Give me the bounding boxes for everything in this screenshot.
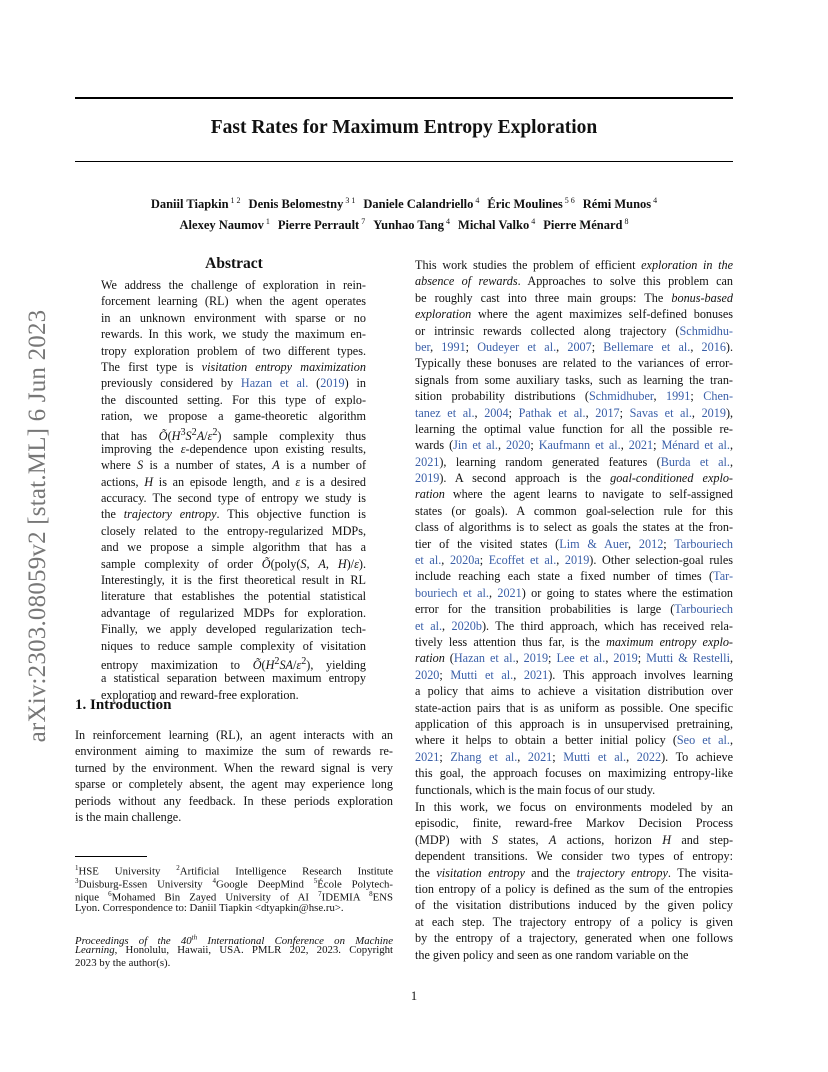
body-line: a policy that aims to achieve a visitation distribution over	[415, 684, 733, 699]
author-affiliation-marker: 1 2	[228, 196, 241, 205]
abstract-line: that has $Õ(H^3S^2A/\varepsilon^2)$ sample complexity thus	[101, 426, 366, 443]
citation-link[interactable]: Zhang et al.	[450, 749, 518, 764]
footnote-rule	[75, 856, 147, 857]
citation-link[interactable]: Tarbouriech	[674, 602, 733, 617]
abstract-line: literature that establishes the potential statistical	[101, 589, 366, 604]
author-name	[151, 197, 241, 211]
title-top-rule	[75, 97, 733, 99]
body-line: tively less attention thus far, is the maximum entropy explo-	[415, 634, 733, 649]
citation-link[interactable]: 2020a	[449, 553, 480, 568]
body-line: episodic, finite, reward-free Markov Decision Process	[415, 816, 733, 831]
citation-link[interactable]: Jin et al.	[453, 438, 498, 453]
abstract-line: entropy maximization to $Õ(H^2SA/\varepsilon^2)$, yielding	[101, 655, 366, 673]
body-line: include reaching each state a fixed number of times (Tar-	[415, 569, 733, 584]
citation-link[interactable]: Mutti et al.	[450, 667, 514, 682]
author-line-1	[75, 192, 733, 213]
citation-link[interactable]: 2017	[595, 405, 620, 420]
footnote-proceedings	[75, 931, 393, 971]
author-name	[373, 218, 450, 232]
citation-link[interactable]: 2020	[505, 438, 531, 453]
author-name	[458, 218, 535, 232]
citation-link[interactable]: 2021	[527, 749, 553, 764]
right-column-paragraph-2	[415, 799, 733, 963]
citation-link[interactable]: 2021	[415, 749, 440, 764]
abstract-line: and we propose a simple algorithm that has a	[101, 540, 366, 555]
citation-link[interactable]: tanez et al.	[415, 405, 475, 420]
body-line: application of this approach is in unsupervised pretraining,	[415, 716, 733, 731]
citation-link[interactable]: 2019	[320, 376, 345, 391]
body-line: tion entropy of a policy is defined as the sum of the entropies	[415, 881, 733, 896]
abstract-line: a statistical separation between maximum entropy	[101, 671, 366, 686]
author-affiliation-marker: 4	[529, 217, 536, 227]
abstract-line: where S is a number of states, A is a number of	[101, 458, 367, 473]
body-line: tier of the visited states (Lim & Auer, 2012; Tarbouriech	[415, 536, 734, 551]
intro-line: is the main challenge.	[75, 809, 182, 824]
citation-link[interactable]: Hazan et al.	[240, 376, 309, 391]
citation-link[interactable]: Lee et al.	[556, 651, 606, 666]
citation-link[interactable]: 2016	[701, 339, 726, 354]
citation-link[interactable]: ber	[415, 339, 431, 354]
author-name	[180, 218, 270, 232]
body-line: Typically these bonuses are related to the variances of error-	[415, 356, 733, 371]
body-line: at each step. The trajectory entropy of a policy is given	[415, 914, 733, 929]
author-list	[75, 192, 733, 234]
body-line: exploration where the agent maximizes self-defined bonuses	[415, 307, 733, 322]
body-line: functionals, which is the main focus of our study.	[415, 782, 656, 797]
citation-link[interactable]: Mutti & Restelli	[646, 651, 730, 666]
author-name-text: Yunhao Tang	[373, 218, 445, 233]
citation-link[interactable]: Pathak et al.	[518, 405, 586, 420]
abstract-line: forcement learning (RL) when the agent operates	[101, 294, 366, 309]
abstract-line: Finally, we apply developed regularization tech-	[101, 622, 366, 637]
abstract-line: The first type is visitation entropy maximization	[101, 359, 366, 374]
intro-line: sparse or completely absent, the agent may experience long	[75, 777, 393, 792]
citation-link[interactable]: Mutti et al.	[563, 749, 627, 764]
abstract-heading: Abstract	[205, 255, 263, 272]
author-affiliation-marker: 7	[359, 217, 366, 227]
abstract-line: Interestingly, it is the first theoretical result in RL	[101, 573, 366, 588]
body-line: or intrinsic rewards collected along trajectory (Schmidhu-	[415, 323, 733, 338]
abstract-line: in an unknown environment with sparse or no	[101, 310, 366, 325]
citation-link[interactable]: bouriech et al.	[415, 585, 489, 600]
body-line: states (or goals). A common goal-selection rule for this	[415, 503, 733, 518]
citation-link[interactable]: Schmidhuber	[588, 389, 654, 404]
body-line: ration where the agent learns to navigate to self-assigned	[415, 487, 733, 502]
body-line: learning the optimal value function for all the possible re-	[415, 421, 733, 436]
author-name	[363, 197, 479, 211]
body-line: et al., 2020a; Ecoffet et al., 2019). Other selection-goal rules	[415, 553, 734, 568]
body-line: ration (Hazan et al., 2019; Lee et al., 2019; Mutti & Restelli,	[415, 651, 734, 666]
abstract-line: accuracy. The second type of entropy we study is	[101, 491, 366, 506]
intro-line: turned by the environment. When the reward signal is very	[75, 760, 393, 775]
citation-link[interactable]: 2021	[523, 667, 549, 682]
body-line: this goal, the approach focuses on maximizing entropy-like	[415, 766, 733, 781]
body-line: signals from some auxiliary tasks, such as learning the tran-	[415, 372, 733, 387]
citation-link[interactable]: 1991	[665, 389, 691, 404]
citation-link[interactable]: Seo et al.	[676, 733, 730, 748]
citation-link[interactable]: Hazan et al.	[453, 651, 516, 666]
author-name-text: Denis Belomestny	[248, 197, 344, 212]
citation-link[interactable]: Burda et al.	[660, 454, 730, 469]
intro-line: environment aiming to maximize the sum of rewards re-	[75, 744, 393, 759]
citation-link[interactable]: Lim & Auer	[559, 536, 628, 551]
paper-title: Fast Rates for Maximum Entropy Exploration	[210, 117, 598, 138]
citation-link[interactable]: 2007	[567, 339, 592, 354]
page-number: 1	[410, 989, 418, 1003]
body-line: This work studies the problem of efficient exploration in the	[415, 258, 733, 272]
body-line: wards (Jin et al., 2020; Kaufmann et al., 2021; Ménard et al.,	[415, 438, 733, 453]
right-column-paragraph-1	[415, 257, 733, 798]
body-line: In this work, we focus on environments modeled by an	[415, 800, 733, 814]
title-bottom-rule	[75, 161, 733, 162]
intro-line: In reinforcement learning (RL), an agent interacts with an	[75, 728, 393, 742]
body-line: et al., 2020b). The third approach, which has received rela-	[415, 618, 733, 633]
author-name-text: Alexey Naumov	[179, 218, 264, 233]
abstract-line: the trajectory entropy. This objective function is	[101, 507, 367, 522]
author-affiliation-marker: 4	[444, 217, 451, 227]
body-line: 2020; Mutti et al., 2021). This approach involves learning	[415, 667, 733, 682]
citation-link[interactable]: 2004	[484, 405, 509, 420]
abstract-line: the discounted setting. For this type of explo-	[101, 392, 366, 407]
author-name-text: Daniele Calandriello	[363, 197, 474, 212]
body-line: 2019). A second approach is the goal-conditioned explo-	[415, 471, 733, 486]
citation-link[interactable]: 2020b	[451, 618, 482, 633]
abstract-body	[101, 277, 366, 703]
author-name	[487, 197, 574, 211]
body-line: ber, 1991; Oudeyer et al., 2007; Bellemare et al., 2016).	[415, 339, 734, 354]
abstract-line: niques to reduce sample complexity of visitation	[101, 638, 366, 653]
citation-link[interactable]: Ménard et al.	[661, 438, 730, 453]
author-name-text: Michal Valko	[458, 218, 530, 233]
abstract-line: advantage of regularized MDPs for exploration.	[101, 605, 366, 620]
footnote-line: 2023 by the author(s).	[75, 957, 171, 970]
citation-link[interactable]: et al.	[415, 618, 443, 633]
author-affiliation-marker: 5 6	[562, 196, 575, 205]
body-line: sition probability distributions (Schmidhuber, 1991; Chen-	[415, 389, 734, 404]
abstract-line: previously considered by Hazan et al. (2019) in	[101, 376, 366, 391]
body-line: absence of rewards. Approaches to solve this problem can	[415, 274, 734, 289]
abstract-line: tropy exploration problem of two different types.	[101, 343, 366, 358]
author-name	[543, 218, 628, 232]
citation-link[interactable]: Schmidhu-	[679, 323, 733, 338]
citation-link[interactable]: 2019	[415, 471, 440, 486]
author-affiliation-marker: 4	[651, 196, 658, 205]
body-line: error for the transition probabilities is large (Tarbouriech	[415, 602, 733, 617]
arxiv-stamp: arXiv:2303.08059v2 [stat.ML] 6 Jun 2023	[24, 309, 51, 743]
author-name	[278, 218, 365, 232]
citation-link[interactable]: 2021	[497, 585, 522, 600]
author-name	[249, 197, 356, 211]
citation-link[interactable]: Tar-	[713, 569, 733, 584]
section-heading-introduction: 1. Introduction	[75, 697, 172, 713]
body-line: state-action pairs that is as uniform as possible. One specific	[415, 700, 733, 715]
citation-link[interactable]: 2019	[523, 651, 549, 666]
citation-link[interactable]: Kaufmann et al.	[538, 438, 621, 453]
body-line: class of algorithms is to select as goals the states at the fron-	[415, 520, 733, 535]
footnote-line: $^1$HSE University $^2$Artificial Intelligence Research Institute	[75, 864, 393, 878]
abstract-line: exploration and reward-free exploration.	[101, 687, 299, 702]
footnote-line: $^3$Duisburg-Essen University $^4$Google DeepMind $^5$École Polytech-	[75, 877, 393, 891]
citation-link[interactable]: et al.	[415, 553, 442, 568]
body-line: 2021; Zhang et al., 2021; Mutti et al., 2022). To achieve	[415, 749, 734, 764]
body-line: tanez et al., 2004; Pathak et al., 2017; Savas et al., 2019),	[415, 405, 734, 420]
body-line: dependent transitions. We consider two types of entropy:	[415, 849, 733, 864]
abstract-line: actions, H is an episode length, and ε is a desired	[101, 474, 367, 489]
author-affiliation-marker: 8	[622, 217, 629, 227]
body-line: the visitation entropy and the trajectory entropy. The visita-	[415, 865, 733, 880]
author-line-2	[75, 213, 733, 234]
citation-link[interactable]: 2019	[564, 553, 590, 568]
abstract-line: improving the ε-dependence upon existing results,	[101, 441, 366, 456]
citation-link[interactable]: 2021	[415, 454, 440, 469]
abstract-line: sample complexity of order Õ(poly(S, A, H)/ε).	[101, 556, 366, 571]
citation-link[interactable]: Bellemare et al.	[603, 339, 691, 354]
citation-link[interactable]: 1991	[441, 339, 466, 354]
author-name-text: Rémi Munos	[582, 197, 652, 212]
author-affiliation-marker: 1	[263, 217, 270, 227]
footnote-line: Learning, Honolulu, Hawaii, USA. PMLR 202, 2023. Copyright	[75, 944, 393, 957]
body-line: (MDP) with S states, A actions, horizon H and step-	[415, 832, 733, 847]
citation-link[interactable]: Tarbouriech	[674, 536, 734, 551]
citation-link[interactable]: Chen-	[703, 389, 734, 404]
citation-link[interactable]: 2019	[613, 651, 638, 666]
footnote-line: nique $^6$Mohamed Bin Zayed University of AI $^7$IDEMIA $^8$ENS	[75, 890, 394, 904]
citation-link[interactable]: 2019	[701, 405, 726, 420]
citation-link[interactable]: Oudeyer et al.	[477, 339, 557, 354]
abstract-line: We address the challenge of exploration in rein-	[101, 278, 366, 292]
citation-link[interactable]: Ecoffet et al.	[488, 553, 557, 568]
author-name-text: Éric Moulines	[487, 197, 563, 212]
citation-link[interactable]: Savas et al.	[629, 405, 692, 420]
author-name-text: Daniil Tiapkin	[150, 197, 229, 212]
citation-link[interactable]: 2022	[636, 749, 662, 764]
body-line: the given policy and seen as one random variable on the	[415, 947, 689, 962]
body-line: be roughly cast into three main groups: The bonus-based	[415, 290, 733, 305]
intro-line: periods without any feedback. In these periods exploration	[75, 793, 393, 808]
footnote-line: Proceedings of the 40th International Conference on Machine	[75, 933, 393, 947]
body-line: by the entropy of a trajectory, generated when one follows	[415, 931, 733, 946]
introduction-body	[75, 727, 393, 825]
body-line: of the visitation distributions induced by the given policy	[415, 898, 733, 913]
citation-link[interactable]: 2020	[415, 667, 440, 682]
body-line: where it helps to obtain a better initial policy (Seo et al.,	[415, 733, 734, 748]
author-name-text: Pierre Perrault	[277, 218, 360, 233]
body-line: bouriech et al., 2021) or going to states where the estimation	[415, 585, 734, 600]
body-line: 2021), learning random generated features (Burda et al.,	[415, 454, 733, 469]
footnote-line: Lyon. Correspondence to: Daniil Tiapkin <dtyapkin@hse.ru>.	[75, 901, 344, 914]
abstract-line: ration, we propose a game-theoretic algorithm	[101, 409, 366, 424]
author-affiliation-marker: 3 1	[343, 196, 356, 205]
author-affiliation-marker: 4	[473, 196, 480, 205]
abstract-line: rewards. In this work, we study the maximum en-	[101, 327, 366, 342]
author-name	[583, 197, 657, 211]
abstract-line: closely related to the entropy-regularized MDPs,	[101, 523, 366, 538]
citation-link[interactable]: 2012	[638, 536, 664, 551]
footnote-affiliations	[75, 862, 393, 915]
author-name-text: Pierre Ménard	[543, 218, 623, 233]
citation-link[interactable]: 2021	[628, 438, 654, 453]
